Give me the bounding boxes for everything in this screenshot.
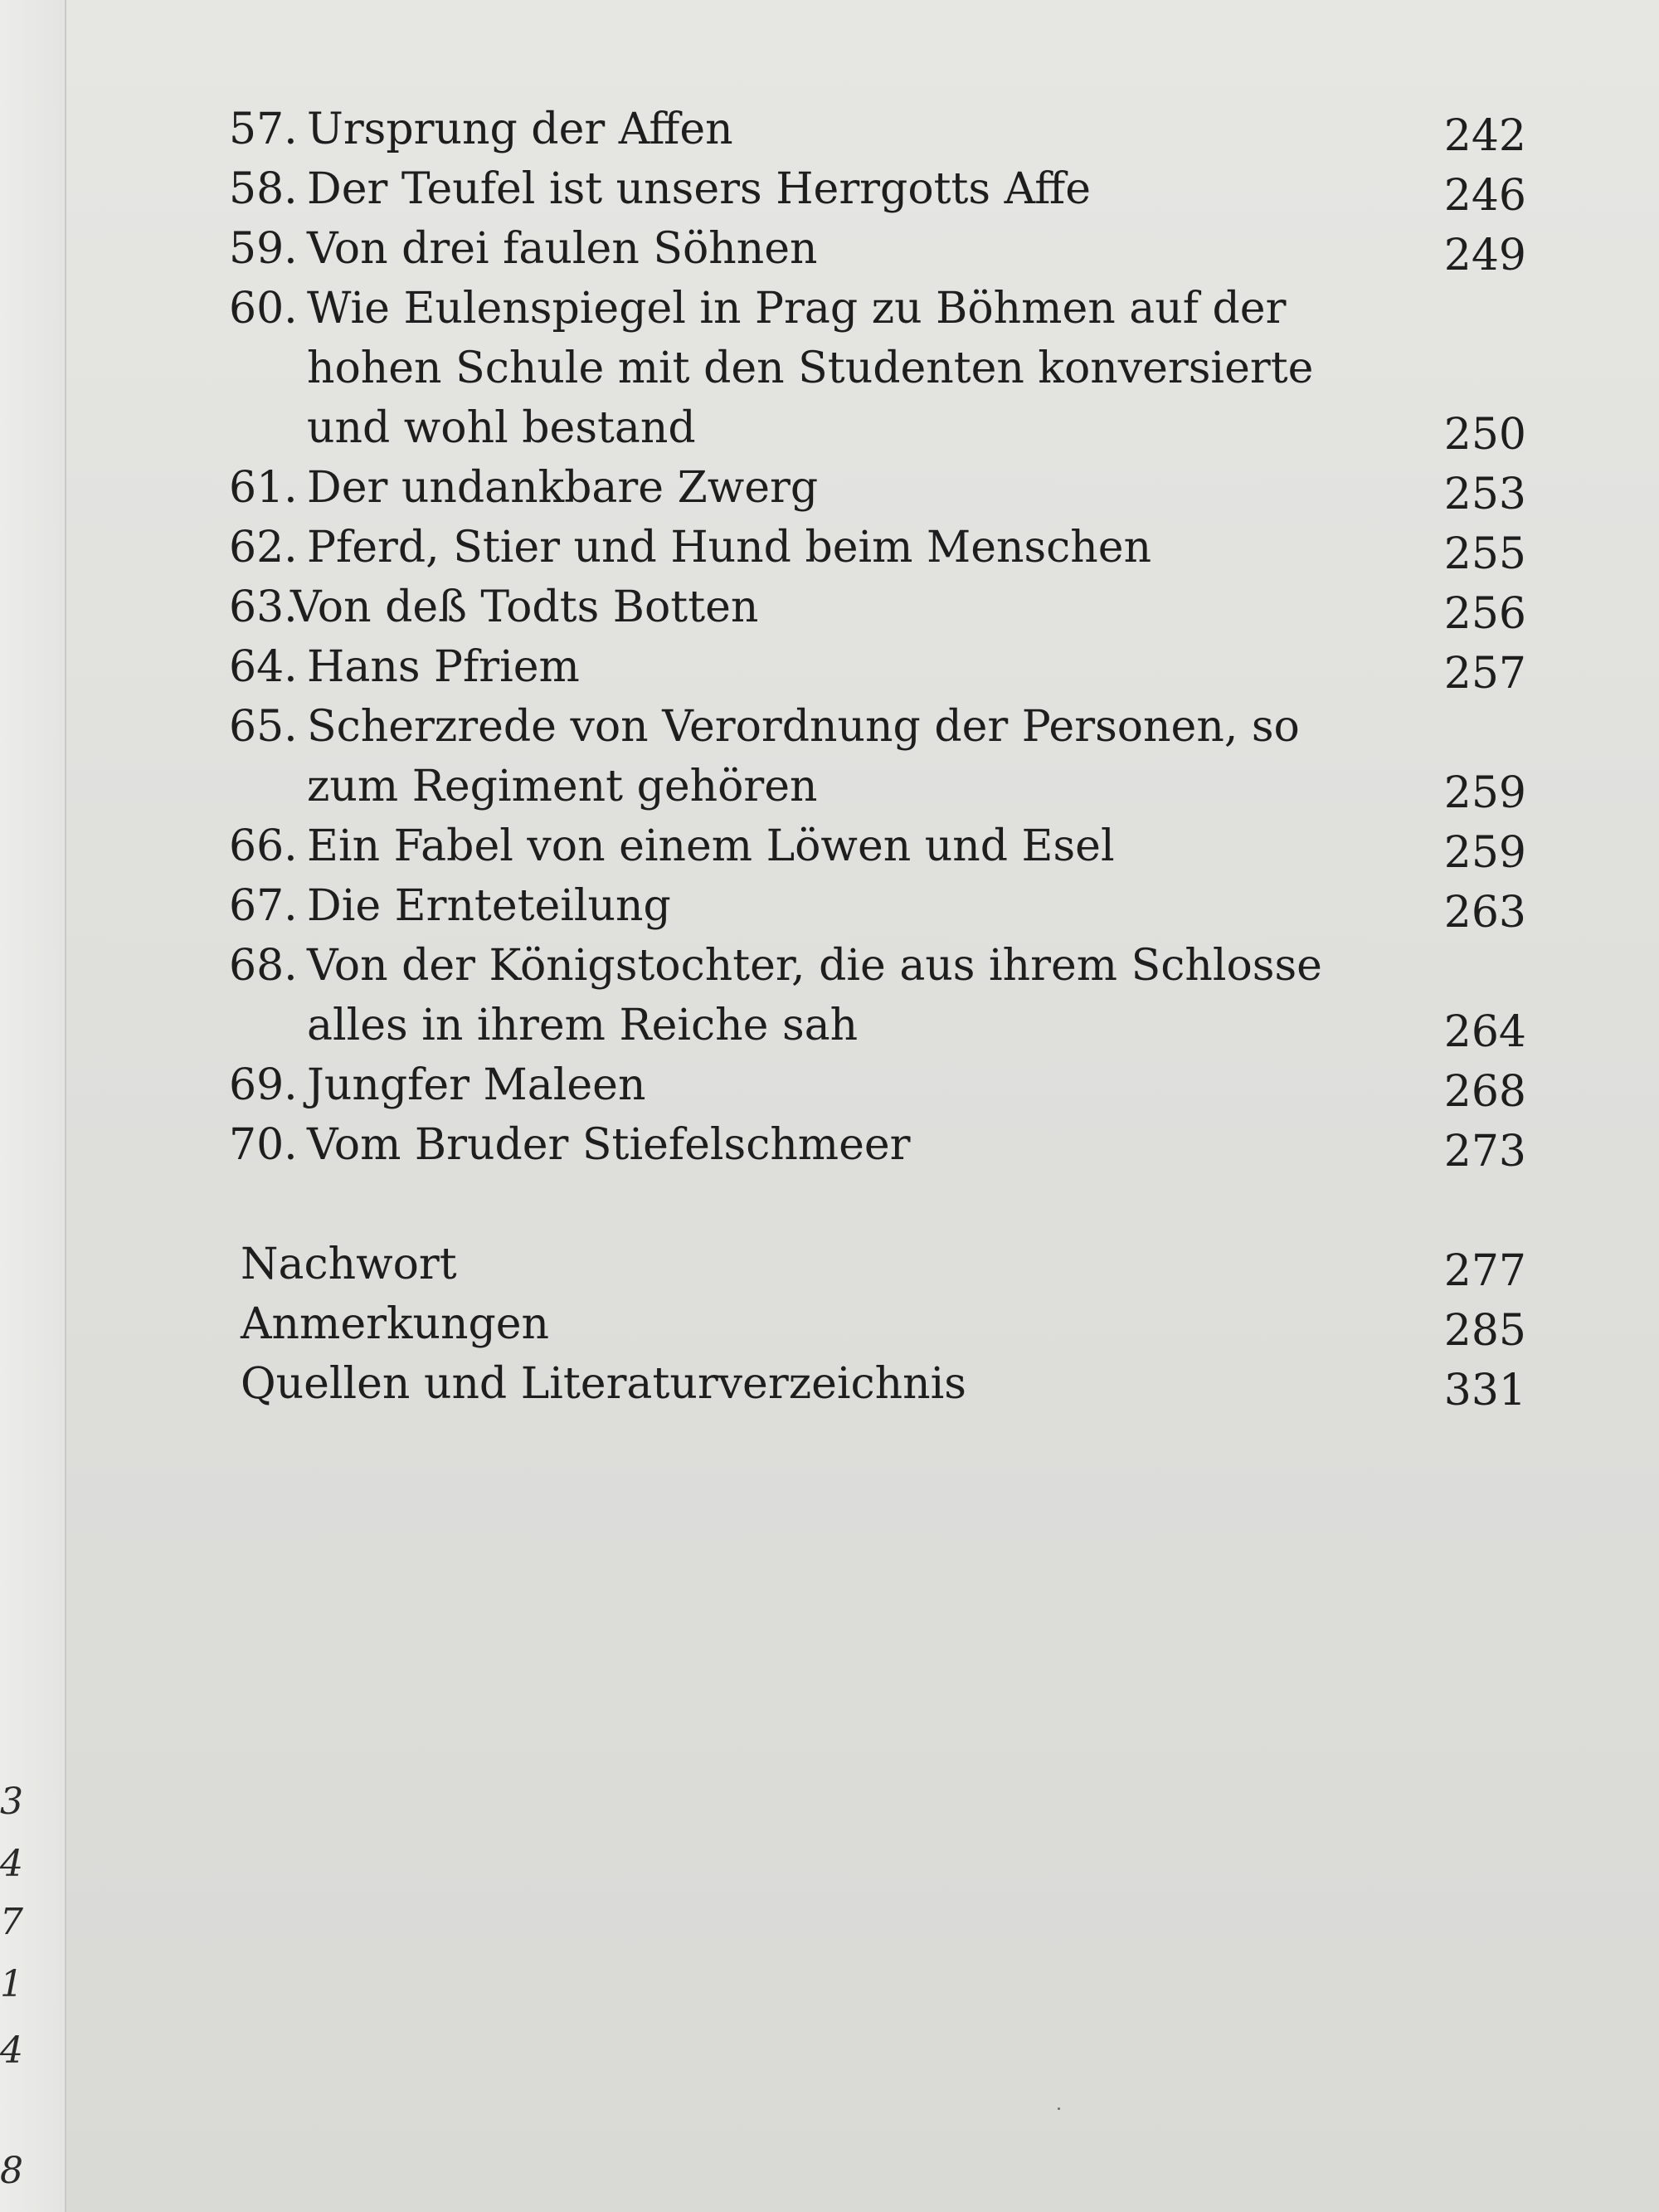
toc-entry: [66, 100, 1659, 159]
entry-page: 257: [1443, 649, 1526, 699]
entry-title: Der undankbare Zwerg: [307, 463, 819, 513]
entry-number: 61.: [229, 463, 298, 513]
entry-title-line: zum Regiment gehören: [307, 762, 818, 811]
back-matter-page: 285: [1443, 1306, 1526, 1356]
entry-number: 60.: [229, 284, 298, 334]
entry-number: 57.: [229, 105, 298, 154]
toc-entry: [66, 876, 1659, 936]
entry-page: 273: [1443, 1127, 1526, 1177]
entry-number: 64.: [229, 642, 298, 692]
back-matter-title: Nachwort: [241, 1240, 457, 1289]
entry-title: Hans Pfriem: [307, 642, 580, 692]
book-page: [66, 0, 1659, 2212]
entry-number: 66.: [229, 821, 298, 871]
entry-title: Von deß Todts Botten: [290, 582, 759, 632]
toc-entry: [66, 1055, 1659, 1115]
toc-entry: [66, 279, 1659, 339]
toc-entry: [66, 697, 1659, 757]
entry-number: 58.: [229, 164, 298, 214]
toc-entry: [66, 518, 1659, 577]
entry-title-line: und wohl bestand: [307, 403, 696, 453]
entry-title: Ursprung der Affen: [307, 105, 733, 154]
toc-entry: [66, 219, 1659, 279]
entry-page: 259: [1443, 768, 1526, 818]
entry-page: 249: [1443, 231, 1526, 280]
entry-title: Scherzrede von Verordnung der Personen, so: [307, 702, 1300, 752]
entry-title: Die Ernteteilung: [307, 881, 671, 931]
edge-digit: 4: [0, 2029, 23, 2072]
entry-title-line: alles in ihrem Reiche sah: [307, 1001, 859, 1050]
entry-number: 65.: [229, 702, 298, 752]
toc-entry-continuation: [66, 757, 1659, 816]
toc-entry: [66, 458, 1659, 518]
entry-title-line: hohen Schule mit den Studenten konversierte: [307, 343, 1314, 393]
entry-number: 62.: [229, 523, 298, 572]
entry-page: 255: [1443, 529, 1526, 579]
entry-page: 246: [1443, 171, 1526, 221]
toc-entry: [66, 577, 1659, 637]
entry-number: 59.: [229, 224, 298, 274]
entry-number: 63.: [229, 582, 298, 632]
entry-page: 242: [1443, 111, 1526, 161]
entry-page: 253: [1443, 470, 1526, 519]
entry-page: 263: [1443, 888, 1526, 938]
toc-entry-continuation: [66, 398, 1659, 458]
toc-entry-continuation: [66, 339, 1659, 398]
entry-number: 67.: [229, 881, 298, 931]
entry-page: 264: [1443, 1007, 1526, 1057]
edge-digit: 7: [0, 1901, 23, 1943]
entry-title: Ein Fabel von einem Löwen und Esel: [307, 821, 1115, 871]
table-of-contents: [66, 0, 1659, 2212]
back-matter-title: Anmerkungen: [241, 1299, 550, 1349]
entry-page: 256: [1443, 589, 1526, 639]
entry-page: 250: [1443, 410, 1526, 460]
entry-page: 259: [1443, 828, 1526, 878]
edge-digit: 3: [0, 1781, 23, 1823]
back-matter-entry: [66, 1354, 1659, 1414]
entry-title: Von der Königstochter, die aus ihrem Schlosse: [307, 941, 1322, 991]
back-matter-page: 331: [1443, 1366, 1526, 1415]
paper-speck: [1058, 2107, 1060, 2110]
edge-digit: 4: [0, 1843, 23, 1885]
entry-title: Vom Bruder Stiefelschmeer: [307, 1120, 911, 1170]
entry-title: Von drei faulen Söhnen: [307, 224, 818, 274]
toc-entry: [66, 816, 1659, 876]
edge-digit: 8: [0, 2150, 23, 2192]
toc-entry: [66, 936, 1659, 996]
entry-title: Pferd, Stier und Hund beim Menschen: [307, 523, 1152, 572]
toc-entry-continuation: [66, 996, 1659, 1055]
toc-entry: [66, 159, 1659, 219]
entry-number: 70.: [229, 1120, 298, 1170]
toc-entry: [66, 637, 1659, 697]
back-matter-entry: [66, 1235, 1659, 1294]
toc-entry: [66, 1115, 1659, 1175]
back-matter-entry: [66, 1294, 1659, 1354]
edge-digit: 1: [0, 1963, 23, 2005]
entry-page: 268: [1443, 1067, 1526, 1117]
back-matter-title: Quellen und Literaturverzeichnis: [241, 1359, 966, 1409]
entry-title: Wie Eulenspiegel in Prag zu Böhmen auf der: [307, 284, 1287, 334]
entry-title: Der Teufel ist unsers Herrgotts Affe: [307, 164, 1091, 214]
left-page-edge: [0, 0, 66, 2212]
entry-number: 69.: [229, 1060, 298, 1110]
back-matter-page: 277: [1443, 1246, 1526, 1296]
entry-number: 68.: [229, 941, 298, 991]
entry-title: Jungfer Maleen: [307, 1060, 646, 1110]
